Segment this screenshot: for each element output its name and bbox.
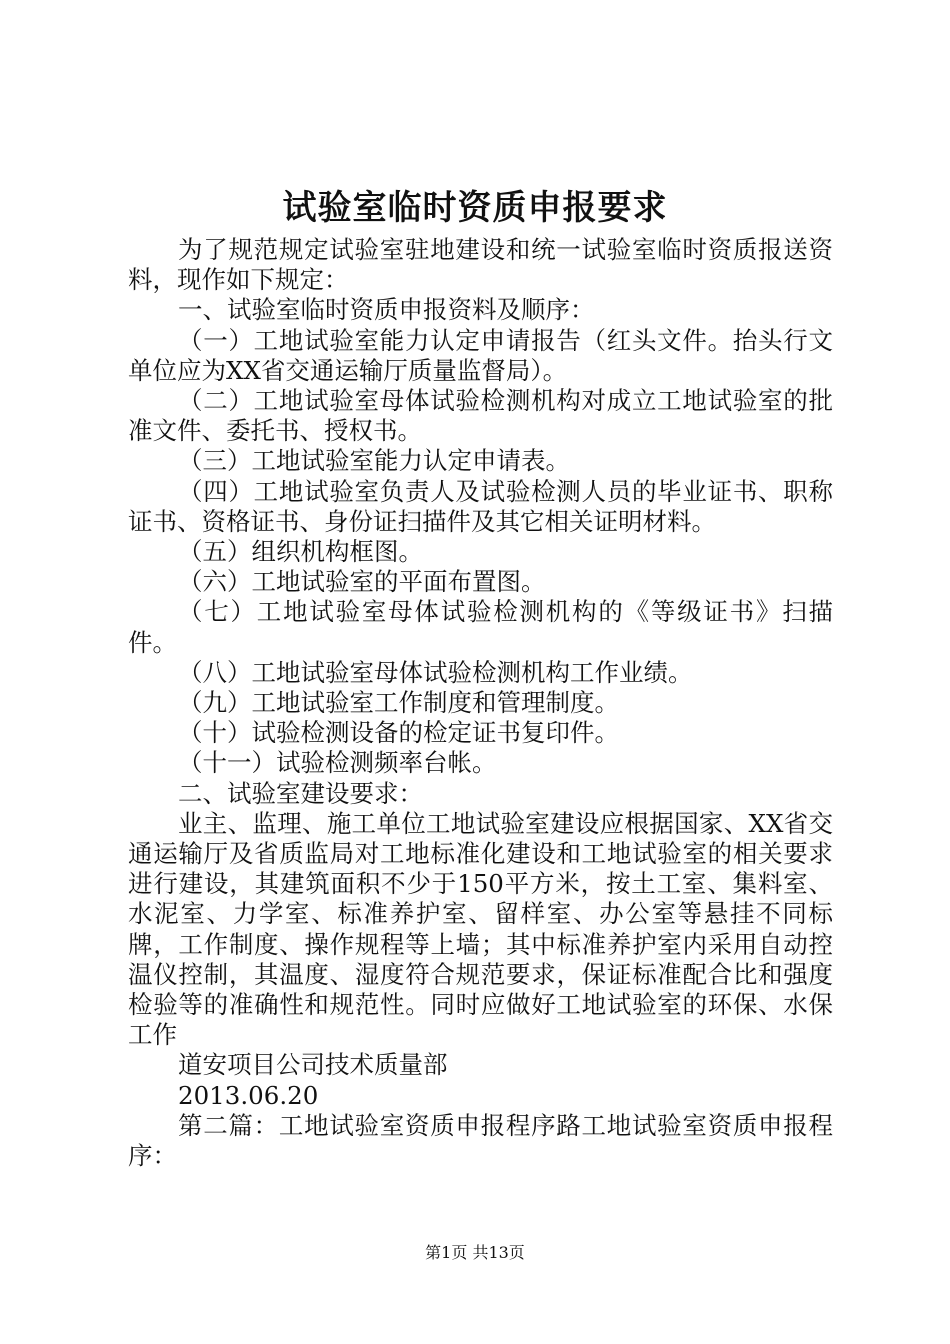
document-title: 试验室临时资质申报要求 xyxy=(282,188,668,228)
next-chapter-heading: 第二篇：工地试验室资质申报程序路工地试验室资质申报程序： xyxy=(128,1110,833,1171)
list-item: （九）工地试验室工作制度和管理制度。 xyxy=(178,688,619,718)
signature-department: 道安项目公司技术质量部 xyxy=(178,1050,448,1080)
signature-date: 2013.06.20 xyxy=(178,1080,319,1110)
list-item: （十一）试验检测频率台帐。 xyxy=(178,748,497,778)
list-item: （三）工地试验室能力认定申请表。 xyxy=(178,446,570,476)
section-heading-1: 一、试验室临时资质申报资料及顺序： xyxy=(178,295,595,325)
intro-paragraph: 为了规范规定试验室驻地建设和统一试验室临时资质报送资料，现作如下规定： xyxy=(128,235,833,295)
list-item: （七）工地试验室母体试验检测机构的《等级证书》扫描件。 xyxy=(128,597,833,657)
list-item: （六）工地试验室的平面布置图。 xyxy=(178,567,546,597)
list-item: （二）工地试验室母体试验检测机构对成立工地试验室的批准文件、委托书、授权书。 xyxy=(128,386,833,446)
page-footer: 第1页 共13页 xyxy=(425,1243,525,1262)
list-item: （四）工地试验室负责人及试验检测人员的毕业证书、职称证书、资格证书、身份证扫描件及其它相关证明材料。 xyxy=(128,476,833,536)
section-heading-2: 二、试验室建设要求： xyxy=(178,778,423,808)
list-item: （五）组织机构框图。 xyxy=(178,537,423,567)
list-item: （一）工地试验室能力认定申请报告（红头文件。抬头行文单位应为XX省交通运输厅质量监督局）。 xyxy=(128,325,833,385)
list-item: （十）试验检测设备的检定证书复印件。 xyxy=(178,718,619,748)
requirements-paragraph: 业主、监理、施工单位工地试验室建设应根据国家、XX省交通运输厅及省质监局对工地标准化建设和工地试验室的相关要求进行建设，其建筑面积不少于150平方米，按土工室、集料室、水泥室、力学室、标准养护室、留样室、办公室等悬挂不同标牌，工作制度、操作规程等上墙；其中标准养护室内采用自动控温仪控制，其温度、湿度符合规范要求，保证标准配合比和强度检验等的准确性和规范性。同时应做好工地试验室的环保、水保工作 xyxy=(128,808,833,1050)
list-item: （八）工地试验室母体试验检测机构工作业绩。 xyxy=(178,657,693,687)
document-body xyxy=(128,235,833,1171)
